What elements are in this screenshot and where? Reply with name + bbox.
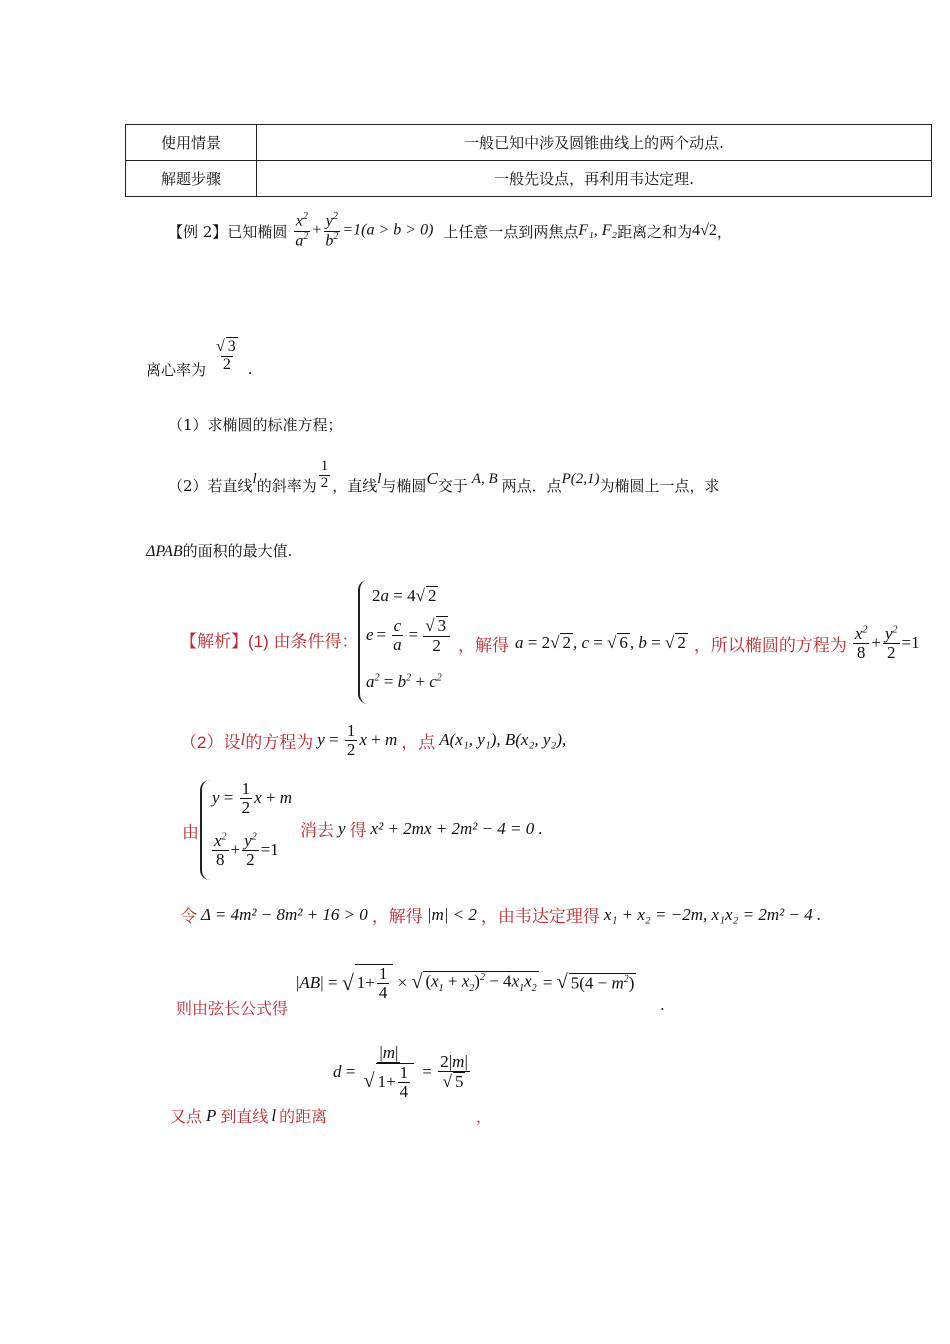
row-label: 解题步骤 bbox=[126, 161, 257, 197]
p2-mid: 的方程为 bbox=[245, 732, 314, 752]
so-text: ，所以椭圆的方程为 bbox=[693, 635, 847, 655]
table-row bbox=[126, 161, 932, 197]
chord-formula: | AB | = √ 1+ $\frac{1}{4}$ × √ $(x_1 + x_2)^2 - 4x_1x_2$ = √ $5(4 - m^2)$ bbox=[296, 964, 635, 1002]
line-equation: y = $\frac{1}{2}$ x + m bbox=[317, 720, 398, 759]
p3-eliminate: 消去 y 得 x² + 2mx + 2m² − 4 = 0 . bbox=[300, 816, 543, 841]
p6-lead: 又点 bbox=[170, 1109, 203, 1126]
period: . bbox=[247, 360, 253, 378]
chord-period: . bbox=[660, 996, 665, 1014]
points-ab: A, B bbox=[471, 470, 498, 487]
system-line: y = $\frac{1}{2}$ x + m bbox=[212, 779, 293, 817]
q2-text-e: 交于 bbox=[437, 476, 468, 495]
m-range: |m| < 2 bbox=[426, 904, 477, 924]
question-2 bbox=[168, 450, 720, 500]
p3-from: 由 bbox=[182, 823, 199, 842]
row-value: 一般已知中涉及圆锥曲线上的两个动点. bbox=[257, 125, 932, 161]
p6-end: 的距离 bbox=[279, 1109, 328, 1126]
delta-ineq: Δ = 4m² − 8m² + 16 > 0 bbox=[201, 904, 368, 924]
points-coords: A(x₁, y₁), B(x₂, y₂), bbox=[439, 730, 567, 749]
dist-value: 4√2 bbox=[692, 222, 717, 239]
p2-pt: ，点 bbox=[401, 732, 436, 752]
p3-elim: 消去 bbox=[300, 821, 334, 840]
solution-lead bbox=[180, 627, 359, 652]
quadratic-eq: x² + 2mx + 2m² − 4 = 0 . bbox=[370, 818, 543, 838]
brace bbox=[200, 780, 210, 880]
triangle-pab: ΔPAB bbox=[146, 543, 183, 560]
system-eq-3: $a^2 = b^2 + c^2$ bbox=[366, 672, 442, 691]
vieta-result: x₁ + x₂ = −2m, x₁x₂ = 2m² − 4 . bbox=[603, 904, 822, 924]
eccentricity-line bbox=[146, 330, 253, 380]
solution-p1-result bbox=[458, 623, 920, 662]
table-row bbox=[126, 125, 932, 161]
chord-lead: 则由弦长公式得 bbox=[176, 1001, 289, 1018]
abc-values: a = 2√ 2 , c = √ 6 , b = √ 2 bbox=[515, 633, 686, 652]
q2-text-b: 的斜率为 bbox=[256, 476, 317, 495]
q2-text-g: 为椭圆上一点，求 bbox=[599, 476, 720, 495]
q2-text-a: （2）若直线 bbox=[168, 476, 253, 495]
slope-value: $\frac{1}{2}$ bbox=[320, 457, 329, 491]
point-p: P bbox=[206, 1105, 217, 1125]
ecc-label: 离心率为 bbox=[146, 360, 207, 379]
line-l: l bbox=[271, 1105, 277, 1125]
ellipse-c: C bbox=[426, 469, 438, 488]
ellipse-result: $\frac{x^2}{8}$ + $\frac{y^2}{2}$ =1 bbox=[854, 623, 920, 662]
p4-vieta: ，由韦达定理得 bbox=[480, 907, 600, 926]
line-l: l bbox=[240, 730, 246, 749]
solution-p6 bbox=[170, 1104, 327, 1127]
example-mid: 上任意一点到两焦点 bbox=[443, 222, 579, 241]
row-label: 使用情景 bbox=[126, 125, 257, 161]
ecc-value: $\frac{√ 3}{2}$ bbox=[216, 337, 236, 373]
q2-text-f: 两点．点 bbox=[501, 476, 562, 495]
solution-p4 bbox=[180, 902, 821, 927]
line-l: l bbox=[252, 470, 257, 487]
q2-text-h: 的面积的最大值. bbox=[182, 542, 293, 560]
solved-text: ，解得 bbox=[458, 635, 509, 655]
p4-solved: ，解得 bbox=[371, 907, 423, 926]
info-table bbox=[125, 124, 932, 197]
foci: F₁, F₂ bbox=[578, 222, 618, 239]
question-2-cont bbox=[146, 540, 292, 561]
row-value: 一般先设点，再利用韦达定理. bbox=[257, 161, 932, 197]
p4-let: 令 bbox=[180, 907, 197, 926]
q2-text-d: 与椭圆 bbox=[381, 476, 427, 495]
example-tag: 【例 2】 bbox=[168, 222, 228, 241]
example-intro: 已知椭圆 bbox=[227, 222, 288, 241]
point-p: P(2,1) bbox=[561, 470, 600, 487]
example-dist: 距离之和为 bbox=[617, 222, 693, 241]
comma: ， bbox=[716, 222, 732, 241]
ellipse-equation: $\frac{x^2}{a^2}$ + $\frac{y^2}{b^2}$ =1(a > b > 0) bbox=[295, 211, 434, 249]
solution-p2 bbox=[180, 718, 566, 762]
p6-comma: ， bbox=[476, 1108, 492, 1126]
distance-formula: d = |m| √ 1+ $\frac{1}{4}$ = $\frac{2|m|}{√ 5}$ bbox=[333, 1043, 468, 1101]
solution-tag: 【解析】 bbox=[180, 632, 248, 651]
system-eq-1: 2a = 4√ 2 bbox=[372, 586, 437, 605]
line-l: l bbox=[377, 470, 382, 487]
p6-mid: 到直线 bbox=[220, 1109, 269, 1126]
system-ellipse: $\frac{x^2}{8}$ + $\frac{y^2}{2}$ =1 bbox=[214, 831, 279, 869]
p2-lead: （2）设 bbox=[180, 732, 241, 752]
example-line-1 bbox=[168, 206, 732, 256]
question-1: （1）求椭圆的标准方程； bbox=[168, 416, 343, 434]
q2-text-c: ，直线 bbox=[332, 476, 378, 495]
system-eq-2: e = $\frac{c}{a}$ = $\frac{√ 3}{2}$ bbox=[366, 616, 452, 655]
solution-p1-lead: (1) 由条件得： bbox=[248, 632, 359, 651]
p3-get: 得 bbox=[349, 821, 367, 840]
